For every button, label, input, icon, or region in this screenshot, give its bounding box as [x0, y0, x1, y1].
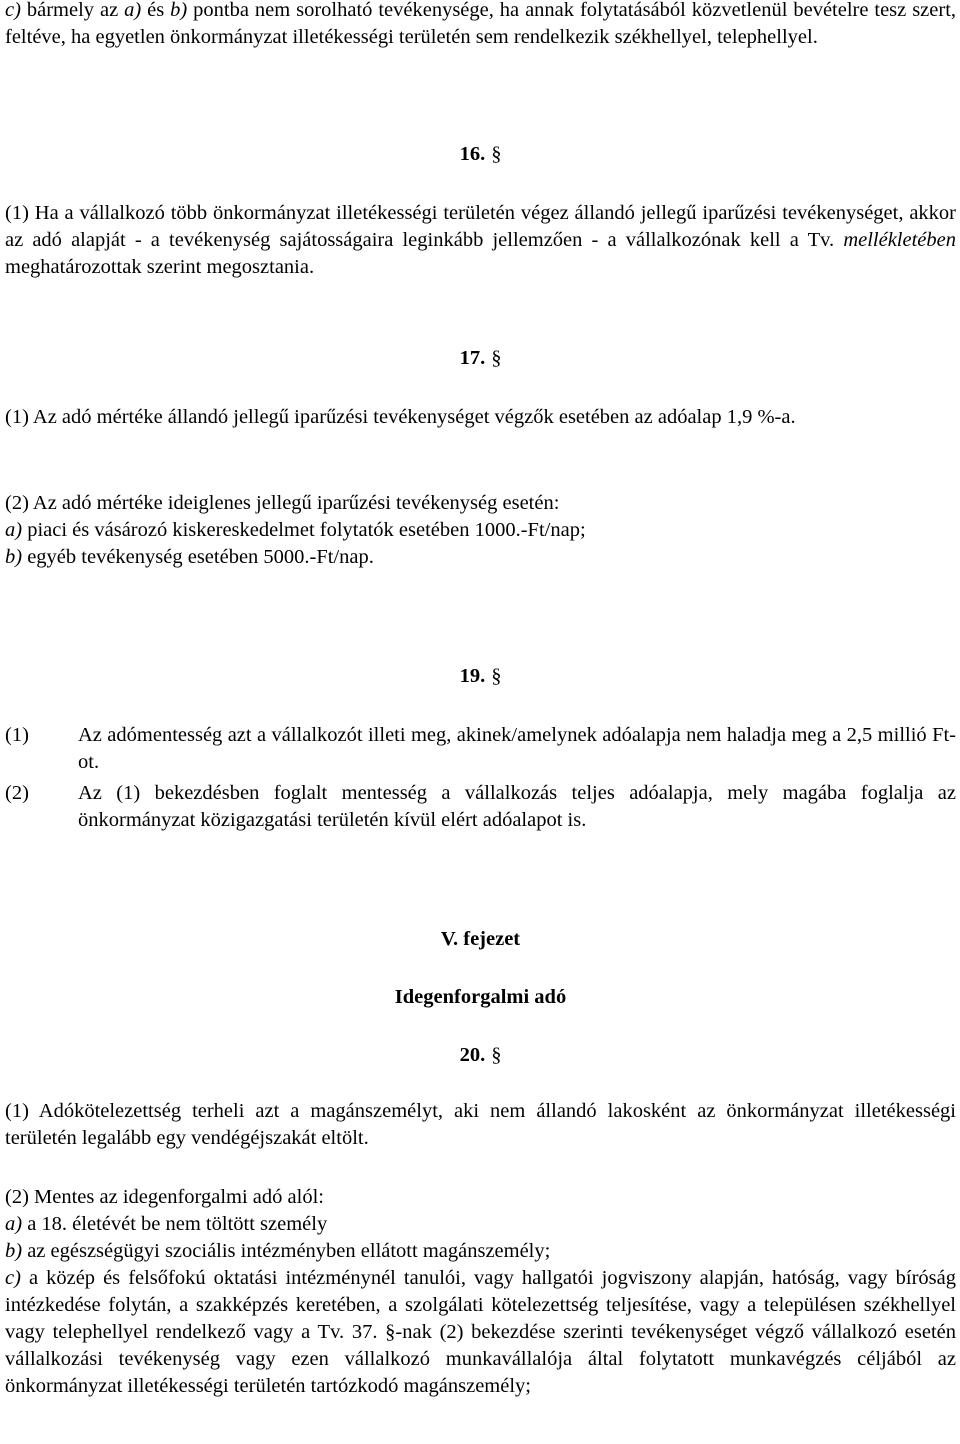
section-16-heading: 16. § — [459, 143, 502, 165]
section-17-paragraph-2: (2) Az adó mértéke ideiglenes jellegű iparűzési tevékenység esetén: a) piaci és vásározó kiskereskedelmet folytatók esetében 1000.-Ft/nap; b) egyéb tevékenység esetében 5000.-Ft/nap. — [5, 490, 956, 571]
list-label: c) — [5, 0, 21, 21]
section-sign: § — [385, 1321, 396, 1343]
section-20-paragraph-2: (2) Mentes az idegenforgalmi adó alól: a) a 18. életévét be nem töltött személy b) az egészségügyi szociális intézményben ellátott magánszemély; c) a közép és felsőfokú oktatási intézménynél tanulói, vagy hallgatói jogviszony alapján, hatóság, vagy bíróság intézkedése folytán, a szakképzés keretében, a szolgálati kötelezettség teljesítése, vagy a településen székhellyel vagy telephellyel rendelkező vagy a Tv. 37. §-nak (2) bekezdése szerinti tevékenységet végző vállalkozó esetén vállalkozási tevékenység vagy ezen vállalkozó munkavállalója által folytatott munkavégzés céljából az önkormányzat illetékességi területén tartózkodó magánszemély; — [5, 1184, 956, 1400]
chapter-title: V. fejezet — [440, 928, 521, 950]
list-item-b: b) az egészségügyi szociális intézményben ellátott magánszemély; — [5, 1240, 551, 1262]
section-16-paragraph-1: (1) Ha a vállalkozó több önkormányzat illetékességi területén végez állandó jellegű iparűzési tevékenységet, akkor az adó alapját - a tevékenység sajátosságaira leginkább jellemzően - a vállalkozónak kell a Tv. mellékletében meghatározottak szerint megosztania. — [5, 202, 956, 278]
list-item-a: a) piaci és vásározó kiskereskedelmet folytatók esetében 1000.-Ft/nap; — [5, 519, 586, 541]
section-19-list — [5, 722, 956, 834]
list-item-c: c) a közép és felsőfokú oktatási intézménynél tanulói, vagy hallgatói jogviszony alapján, hatóság, vagy bíróság intézkedése folytán, a szakképzés keretében, a szolgálati kötelezettség teljesítése, vagy a településen székhellyel vagy telephellyel rendelkező vagy a Tv. 37. §-nak (2) bekezdése szerinti tevékenységet végző vállalkozó esetén vállalkozási tevékenység vagy ezen vállalkozó munkavállalója által folytatott munkavégzés céljából az önkormányzat illetékességi területén tartózkodó magánszemély; — [5, 1267, 956, 1397]
paragraph-c-intro: c) bármely az a) és b) pontba nem sorolható tevékenysége, ha annak folytatásából közvetlenül bevételre tesz szert, feltéve, ha egyetlen önkormányzat illetékességi területén sem rendelkezik székhellyel, telephellyel. — [5, 0, 957, 48]
section-17-paragraph-1: (1) Az adó mértéke állandó jellegű iparűzési tevékenységet végzők esetében az adóalap 1,9 %-a. — [5, 406, 796, 428]
section-sign: § — [491, 143, 502, 165]
section-sign: § — [491, 347, 502, 369]
section-sign: § — [491, 665, 502, 687]
section-sign: § — [491, 1044, 502, 1066]
section-19-heading: 19. § — [459, 665, 502, 687]
section-20-paragraph-1: (1) Adókötelezettség terheli azt a magánszemélyt, aki nem állandó lakosként az önkormányzat illetékességi területén legalább egy vendégéjszakát eltölt. — [5, 1100, 956, 1149]
list-item: (2) Az (1) bekezdésben foglalt mentesség a vállalkozás teljes adóalapja, mely magába foglalja az önkormányzat közigazgatási területén kívül elért adóalapot is. — [5, 782, 956, 831]
chapter-subtitle: Idegenforgalmi adó — [394, 986, 567, 1008]
list-item-b: b) egyéb tevékenység esetében 5000.-Ft/nap. — [5, 546, 374, 568]
section-20-heading: 20. § — [459, 1044, 502, 1066]
list-item: (1) Az adómentesség azt a vállalkozót illeti meg, akinek/amelynek adóalapja nem haladja meg a 2,5 millió Ft-ot. — [5, 724, 956, 773]
section-17-heading: 17. § — [459, 347, 502, 369]
list-item-a: a) a 18. életévét be nem töltött személy — [5, 1213, 328, 1235]
